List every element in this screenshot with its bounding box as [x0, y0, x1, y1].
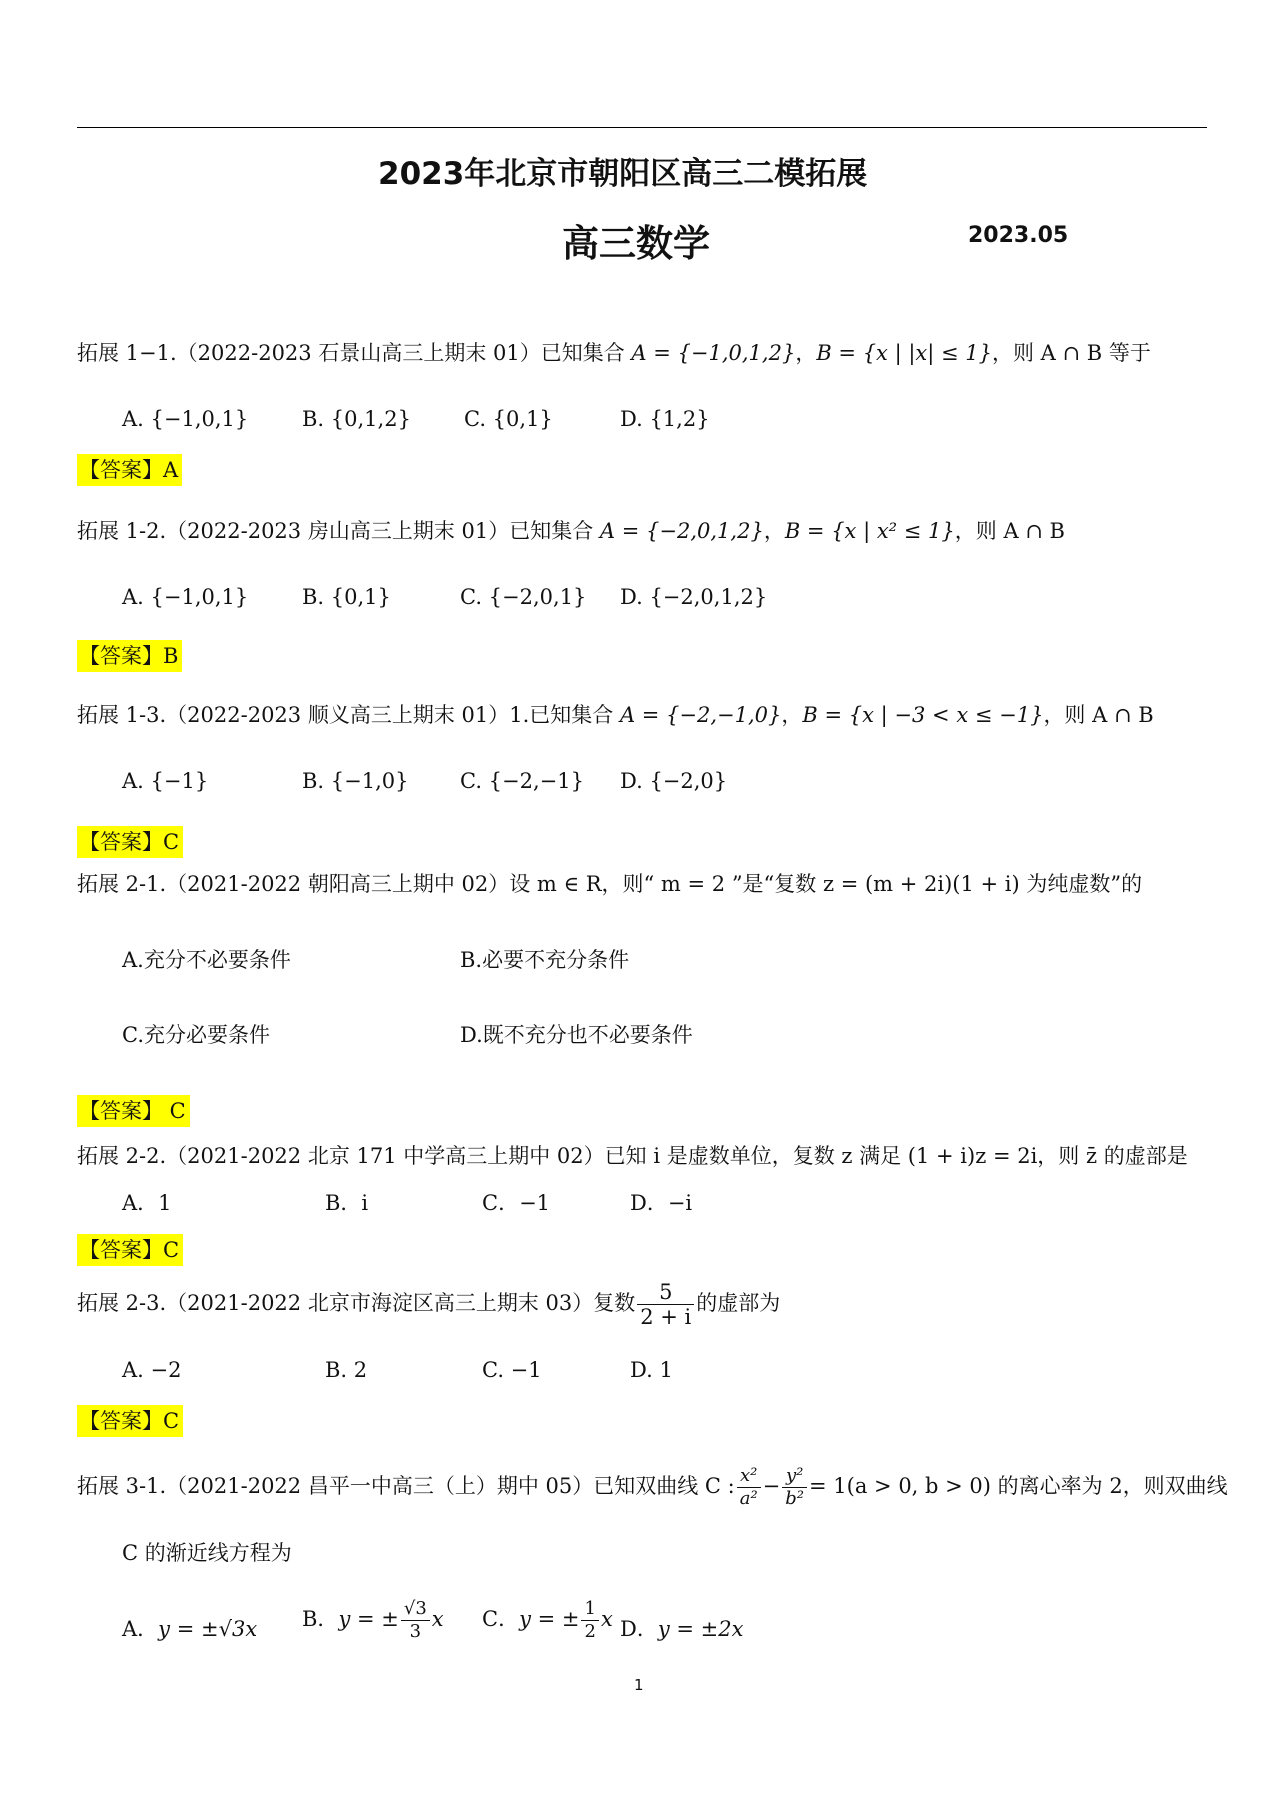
question-1-1-option-d: D. {1,2} — [620, 407, 710, 431]
fraction-sqrt3-over-3: $\frac{√3}{3}$ — [401, 1598, 430, 1643]
question-3-1-option-c: C．y = ± $\frac{1}{2}$ x — [482, 1598, 613, 1642]
question-1-3-option-b: B. {−1,0} — [302, 769, 409, 793]
question-2-3-answer: 【答案】C — [77, 1405, 183, 1437]
question-1-3-option-c: C. {−2,−1} — [460, 769, 584, 793]
question-3-1-option-a: A．y = ±√3x — [122, 1617, 258, 1641]
question-1-2-option-c: C. {−2,0,1} — [460, 585, 587, 609]
header-rule — [77, 127, 1207, 128]
fraction-y2-over-b2: $\frac{\text{y²}}{\text{b²}}$ — [782, 1465, 807, 1510]
question-1-1-stem: 拓展 1−1.（2022-2023 石景山高三上期末 01）已知集合 A = {−1,0,1,2}，B = {x | |x| ≤ 1}，则 A ∩ B 等于 — [77, 341, 1151, 365]
page-number: 1 — [634, 1676, 644, 1694]
question-1-3-stem: 拓展 1-3.（2022-2023 顺义高三上期末 01）1.已知集合 A = {−2,−1,0}，B = {x | −3 < x ≤ −1}，则 A ∩ B — [77, 703, 1154, 727]
document-date: 2023.05 — [968, 223, 1069, 248]
fraction-1-over-2: $\frac{1}{2}$ — [581, 1598, 598, 1643]
question-3-1-stem: 拓展 3-1.（2021-2022 昌平一中高三（上）期中 05）已知双曲线 C : $\frac{\text{x²}}{\text{a²}}$ − $\frac{\text{y²}}{\text{b²}}$ = 1(a > 0, b > 0) 的离心率为 2，则双曲线 — [77, 1465, 1228, 1509]
fraction-5-over-2-plus-i: $\frac{5}{2 + i}$ — [637, 1280, 694, 1329]
question-1-2-option-a: A. {−1,0,1} — [122, 585, 249, 609]
question-1-2-option-b: B. {0,1} — [302, 585, 391, 609]
question-1-3-answer: 【答案】C — [77, 826, 183, 858]
question-2-2-option-b: B．i — [325, 1191, 369, 1215]
question-1-3-option-a: A. {−1} — [122, 769, 209, 793]
question-1-3-option-d: D. {−2,0} — [620, 769, 728, 793]
question-3-1-option-b: B．y = ± $\frac{√3}{3}$ x — [302, 1598, 444, 1642]
document-subtitle: 高三数学 — [562, 222, 710, 265]
question-2-1-option-c: C.充分必要条件 — [122, 1023, 270, 1047]
question-2-1-stem: 拓展 2-1.（2021-2022 朝阳高三上期中 02）设 m ∈ R，则“ m = 2 ”是“复数 z = (m + 2i)(1 + i) 为纯虚数”的 — [77, 872, 1143, 896]
question-2-1-answer: 【答案】 C — [77, 1095, 190, 1127]
question-2-3-option-a: A. −2 — [122, 1358, 182, 1382]
question-1-1-answer: 【答案】A — [77, 454, 182, 486]
question-2-3-option-b: B. 2 — [325, 1358, 368, 1382]
question-2-1-option-a: A.充分不必要条件 — [122, 948, 291, 972]
question-3-1-stem-line2: C 的渐近线方程为 — [122, 1541, 292, 1565]
question-2-3-option-d: D. 1 — [630, 1358, 673, 1382]
question-2-3-option-c: C. −1 — [482, 1358, 542, 1382]
question-1-2-answer: 【答案】B — [77, 640, 182, 672]
document-title: 2023年北京市朝阳区高三二模拓展 — [378, 156, 868, 192]
question-1-2-option-d: D. {−2,0,1,2} — [620, 585, 768, 609]
question-2-2-option-d: D．−i — [630, 1191, 693, 1215]
question-2-2-answer: 【答案】C — [77, 1234, 183, 1266]
question-2-3-stem: 拓展 2-3.（2021-2022 北京市海淀区高三上期末 03）复数 $\frac{5}{2 + i}$ 的虚部为 — [77, 1280, 781, 1329]
question-2-2-option-a: A．1 — [122, 1191, 172, 1215]
question-2-1-option-b: B.必要不充分条件 — [460, 948, 630, 972]
question-1-1-option-c: C. {0,1} — [464, 407, 553, 431]
question-3-1-option-d: D．y = ±2x — [620, 1617, 744, 1641]
question-2-2-option-c: C．−1 — [482, 1191, 551, 1215]
question-1-1-option-a: A. {−1,0,1} — [122, 407, 249, 431]
question-1-2-stem: 拓展 1-2.（2022-2023 房山高三上期末 01）已知集合 A = {−2,0,1,2}，B = {x | x² ≤ 1}，则 A ∩ B — [77, 519, 1065, 543]
question-2-1-option-d: D.既不充分也不必要条件 — [460, 1023, 693, 1047]
fraction-x2-over-a2: $\frac{\text{x²}}{\text{a²}}$ — [737, 1465, 761, 1510]
question-2-2-stem: 拓展 2-2.（2021-2022 北京 171 中学高三上期中 02）已知 i 是虚数单位，复数 z 满足 (1 + i)z = 2i，则 z̄ 的虚部是 — [77, 1144, 1188, 1168]
question-1-1-option-b: B. {0,1,2} — [302, 407, 411, 431]
